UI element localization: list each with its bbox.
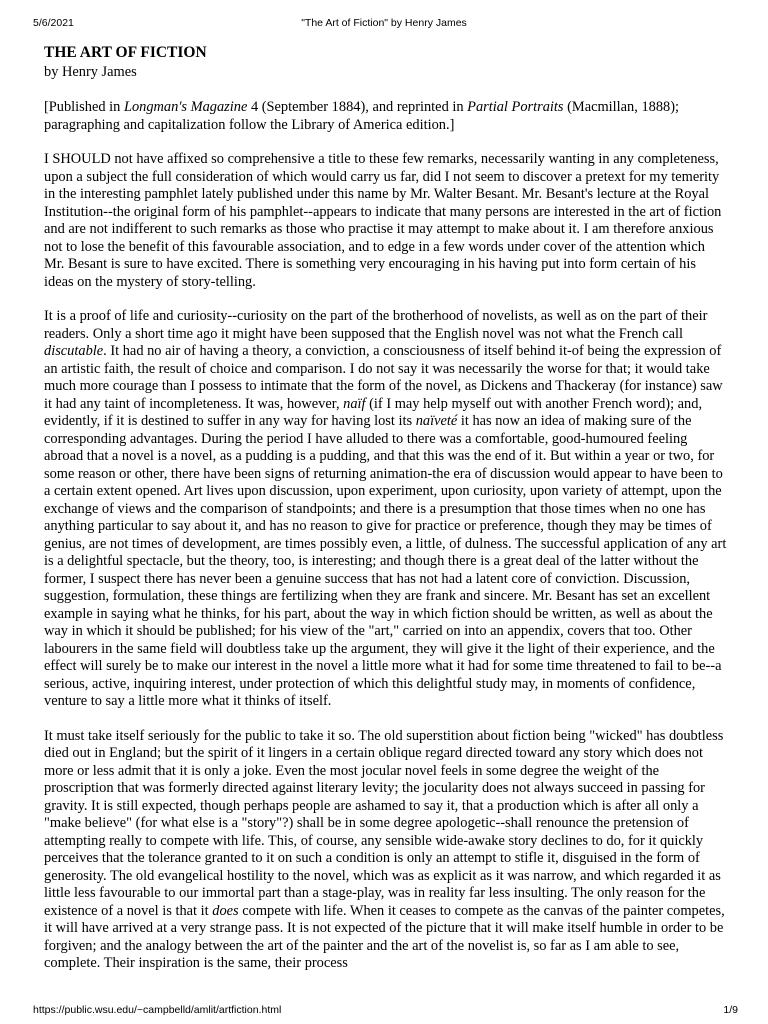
p3-text-2: compete with life. When it ceases to compete as the canvas of the painter competes, it will have arrived at a very strange pass. It is not expected of the picture that it will make itself humble in order to be forgiven; and the analogy between the art of the painter and the art of the novelist is, so far as I am able to see, complete. Their inspiration is the same, their process <box>44 902 725 971</box>
note-text-1: [Published in <box>44 99 124 115</box>
note-italic-1: Longman's Magazine <box>123 99 248 115</box>
print-footer <box>0 1004 768 1018</box>
p2-italic-1: discutable <box>44 343 104 359</box>
p3-italic-1: does <box>212 902 239 919</box>
p3-text-1: It must take itself seriously for the public to take it so. The old superstition about fiction being "wicked" has doubtless died out in England; but the spirit of it lingers in a certain oblique regard directed toward any story which does not more or less admit that it is only a joke. Even the most jocular novel feels in some degree the weight of the proscription that was formerly directed against literary levity; the jocularity does not always succeed in passing for gravity. It is still expected, though perhaps people are ashamed to say it, that a production which is after all only a "make believe" (for what else is a "story"?) shall be in some degree apologetic--shall renounce the pretension of attempting really to compete with life. This, of course, any sensible wide-awake story declines to do, for it quickly perceives that the tolerance granted to it on such a condition is only an attempt to stifle it, disguised in the form of generosity. The old evangelical hostility to the novel, which was as explicit as it was narrow, and which regarded it as little less favourable to our immortal part than a stage-play, was in reality far less insulting. The only reason for the existence of a novel is that it <box>44 727 724 919</box>
note-text-3: (Macmillan, 1888); paragraphing and capitalization follow the Library of America edition.] <box>44 99 680 133</box>
p2-italic-2: naïf <box>343 395 366 412</box>
p2-text-3: (if I may help myself out with another French word); and, evidently, if it is destined to suffer in any way for having lost its <box>44 395 703 429</box>
p2-italic-3: naïveté <box>415 413 458 429</box>
page-number: 1/9 <box>723 1004 738 1016</box>
article-title: THE ART OF FICTION <box>44 44 207 61</box>
page-url: https://public.wsu.edu/~campbelld/amlit/artfiction.html <box>33 1004 282 1016</box>
article-content <box>44 44 728 973</box>
p2-text-1: It is a proof of life and curiosity--curiosity on the part of the brotherhood of novelists, as well as on the part of their readers. Only a short time ago it might have been supposed that the English novel was not what the French call <box>44 308 708 342</box>
print-date: 5/6/2021 <box>33 17 74 29</box>
paragraph-2 <box>44 308 728 711</box>
paragraph-3 <box>44 728 728 973</box>
publication-note <box>44 99 728 134</box>
p2-text-2: . It had no air of having a theory, a conviction, a consciousness of itself behind it-of being the expression of an artistic faith, the result of choice and comparison. I do not say it was necessarily the worse for that; it would take much more courage than I possess to intimate that the form of the novel, as Dickens and Thackeray (for instance) saw it had any taint of incompleteness. It was, however, <box>44 343 723 412</box>
p2-text-4: it has now an idea of making sure of the corresponding advantages. During the period I have alluded to there was a comfortable, good-humoured feeling abroad that a novel is a novel, as a pudding is a pudding, and that this was the end of it. But within a year or two, for some reason or other, there have been signs of returning animation-the era of discussion would appear to have been to a certain extent opened. Art lives upon discussion, upon experiment, upon curiosity, upon variety of attempt, upon the exchange of views and the comparison of standpoints; and there is a presumption that those times when no one has anything particular to say about it, and has no reason to give for practice or preference, though they may be times of genius, are not times of development, are times possibly even, a little, of dulness. The successful application of any art is a delightful spectacle, but the theory, too, is interesting; and though there is a great deal of the latter without the former, I suspect there has never been a genuine success that has not had a latent core of conviction. Discussion, suggestion, formulation, these things are fertilizing when they are frank and sincere. Mr. Besant has set an excellent example in saying what he thinks, for his part, about the way in which fiction should be written, as well as about the way in which it should be published; for his view of the "art," carried on into an appendix, covers that too. Other labourers in the same field will doubtless take up the argument, they will give it the light of their experience, and the effect will surely be to make our interest in the novel a little more what it had for some time threatened to fail to be--a serious, active, inquiring interest, under protection of which this delightful study may, in moments of confidence, venture to say a little more what it thinks of itself. <box>44 413 727 709</box>
print-document-title: "The Art of Fiction" by Henry James <box>301 17 467 29</box>
article-byline: by Henry James <box>44 63 137 80</box>
print-header <box>0 17 768 31</box>
note-text-2: 4 (September 1884), and reprinted in <box>247 99 468 115</box>
paragraph-1: I SHOULD not have affixed so comprehensive a title to these few remarks, necessarily wanting in any completeness, upon a subject the full consideration of which would carry us far, did I not seem to discover a pretext for my temerity in the interesting pamphlet lately published under this name by Mr. Walter Besant. Mr. Besant's lecture at the Royal Institution--the original form of his pamphlet--appears to indicate that many persons are interested in the art of fiction and are not indifferent to such remarks as those who practise it may attempt to make about it. I am therefore anxious not to lose the benefit of this favourable association, and to edge in a few words under cover of the attention which Mr. Besant is sure to have excited. There is something very encouraging in his having put into form certain of his ideas on the mystery of story-telling. <box>44 151 722 290</box>
note-italic-2: Partial Portraits <box>467 99 564 115</box>
